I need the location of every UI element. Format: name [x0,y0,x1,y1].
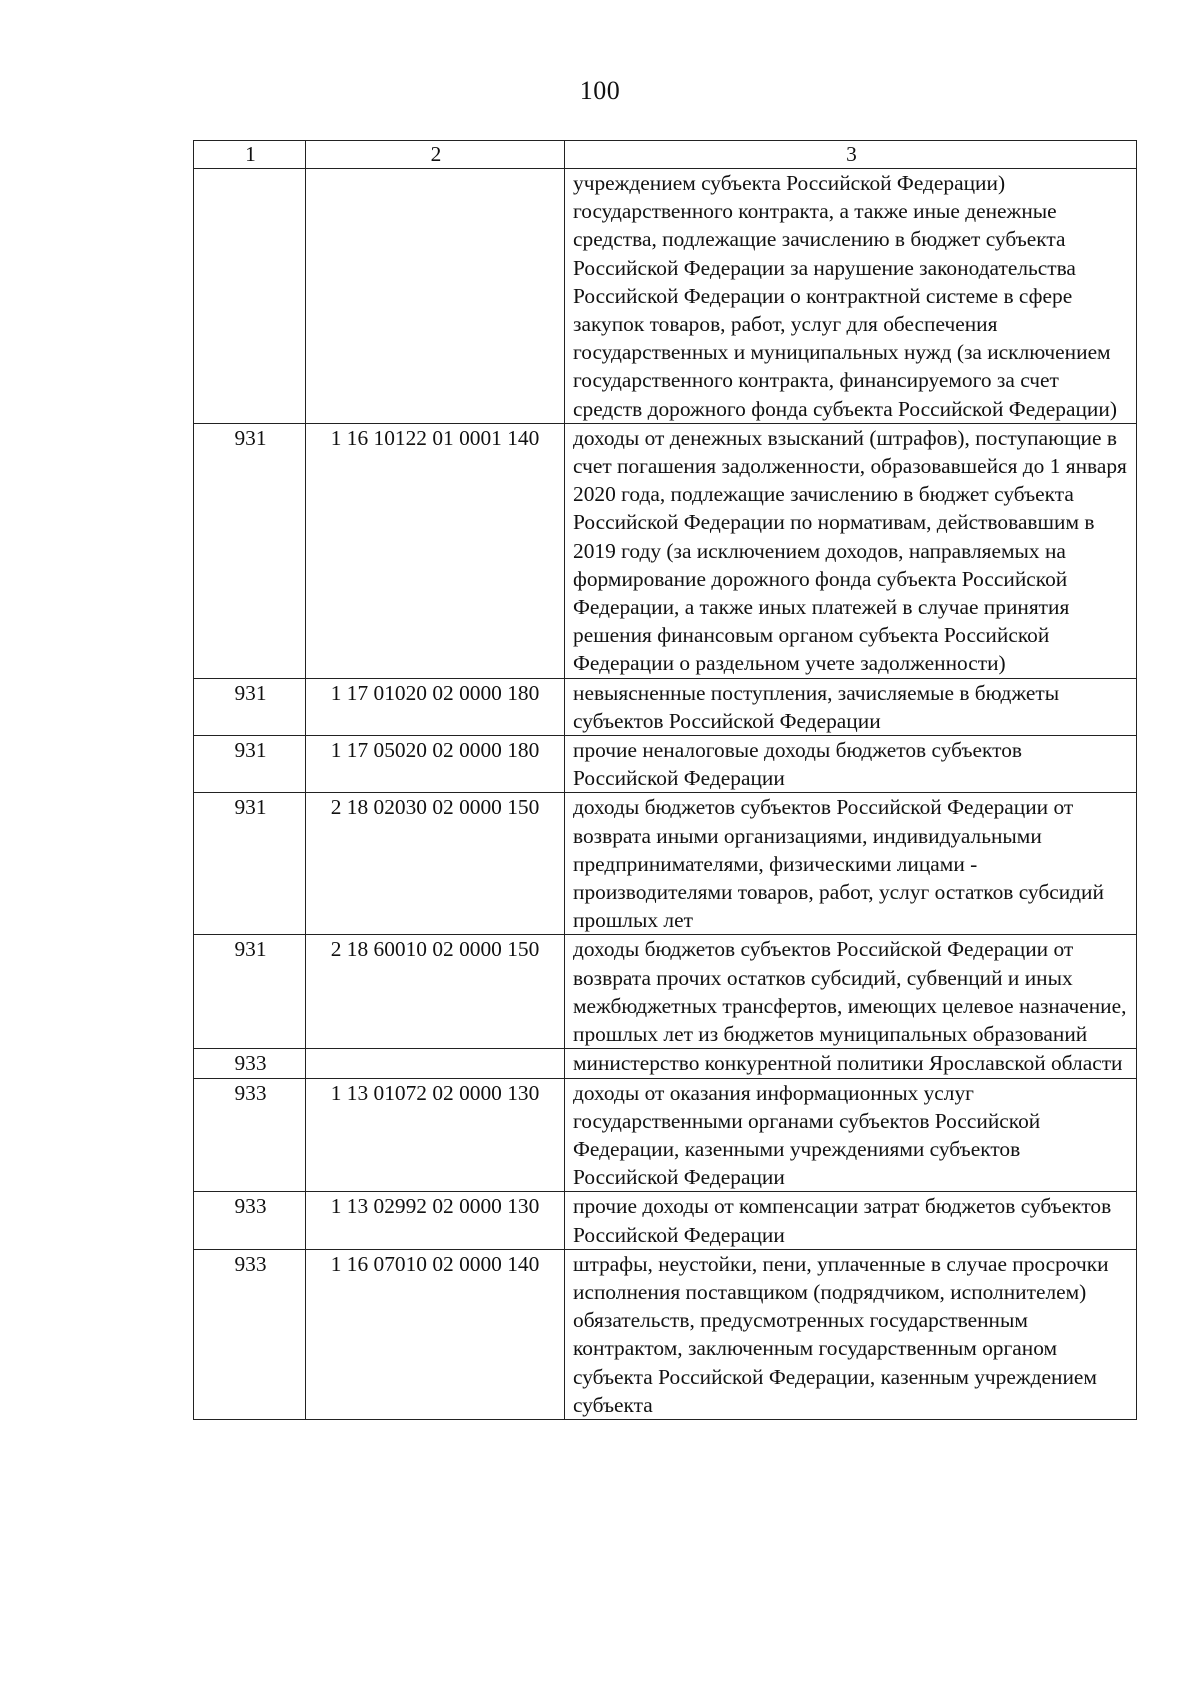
admin-code-cell: 933 [194,1192,306,1249]
description-cell: учреждением субъекта Российской Федерации) государственного контракта, а также иные денежные средства, подлежащие зачислению в бюджет субъекта Российской Федерации за нарушение законодательства Российской Федерации о контрактной системе в сфере закупок товаров, работ, услуг для обеспечения государственных и муниципальных нужд (за исключением государственного контракта, финансируемого за счет средств дорожного фонда субъекта Российской Федерации) [565,169,1137,424]
admin-code-cell: 931 [194,678,306,735]
description-cell: доходы от денежных взысканий (штрафов), поступающие в счет погашения задолженности, образовавшейся до 1 января 2020 года, подлежащие зачислению в бюджет субъекта Российской Федерации по нормативам, действовавшим в 2019 году (за исключением доходов, направляемых на формирование дорожного фонда субъекта Российской Федерации, а также иных платежей в случае принятия решения финансовым органом субъекта Российской Федерации о раздельном учете задолженности) [565,423,1137,678]
revenue-code-cell: 1 13 01072 02 0000 130 [306,1078,565,1192]
admin-code-cell: 931 [194,935,306,1049]
column-header-1: 1 [194,141,306,169]
table-row [194,736,1137,793]
description-cell: штрафы, неустойки, пени, уплаченные в случае просрочки исполнения поставщиком (подрядчиком, исполнителем) обязательств, предусмотренных государственным контрактом, заключенным государственным органом субъекта Российской Федерации, казенным учреждением субъекта [565,1249,1137,1419]
revenue-code-cell: 2 18 60010 02 0000 150 [306,935,565,1049]
admin-code-cell: 931 [194,793,306,935]
table-row [194,793,1137,935]
table-header-row [194,141,1137,169]
description-cell: прочие доходы от компенсации затрат бюджетов субъектов Российской Федерации [565,1192,1137,1249]
revenue-code-cell: 2 18 02030 02 0000 150 [306,793,565,935]
description-cell: министерство конкурентной политики Ярославской области [565,1049,1137,1078]
revenue-code-cell: 1 17 01020 02 0000 180 [306,678,565,735]
column-header-3: 3 [565,141,1137,169]
revenue-code-cell: 1 16 10122 01 0001 140 [306,423,565,678]
revenue-code-cell [306,169,565,424]
description-cell: доходы бюджетов субъектов Российской Федерации от возврата прочих остатков субсидий, субвенций и иных межбюджетных трансфертов, имеющих целевое назначение, прошлых лет из бюджетов муниципальных образований [565,935,1137,1049]
table-row [194,423,1137,678]
description-cell: доходы от оказания информационных услуг государственными органами субъектов Российской Федерации, казенными учреждениями субъектов Российской Федерации [565,1078,1137,1192]
description-cell: невыясненные поступления, зачисляемые в бюджеты субъектов Российской Федерации [565,678,1137,735]
table-row [194,1078,1137,1192]
table-row [194,1192,1137,1249]
revenue-codes-table [193,140,1137,1420]
table-row [194,1249,1137,1419]
revenue-code-cell: 1 13 02992 02 0000 130 [306,1192,565,1249]
revenue-code-cell [306,1049,565,1078]
admin-code-cell: 933 [194,1078,306,1192]
admin-code-cell: 933 [194,1249,306,1419]
admin-code-cell [194,169,306,424]
admin-code-cell: 933 [194,1049,306,1078]
column-header-2: 2 [306,141,565,169]
table-row [194,678,1137,735]
revenue-code-cell: 1 17 05020 02 0000 180 [306,736,565,793]
admin-code-cell: 931 [194,736,306,793]
table-row [194,169,1137,424]
table-row [194,935,1137,1049]
table-row [194,1049,1137,1078]
revenue-code-cell: 1 16 07010 02 0000 140 [306,1249,565,1419]
admin-code-cell: 931 [194,423,306,678]
description-cell: доходы бюджетов субъектов Российской Федерации от возврата иными организациями, индивидуальными предпринимателями, физическими лицами - производителями товаров, работ, услуг остатков субсидий прошлых лет [565,793,1137,935]
page-number: 100 [579,76,621,105]
description-cell: прочие неналоговые доходы бюджетов субъектов Российской Федерации [565,736,1137,793]
